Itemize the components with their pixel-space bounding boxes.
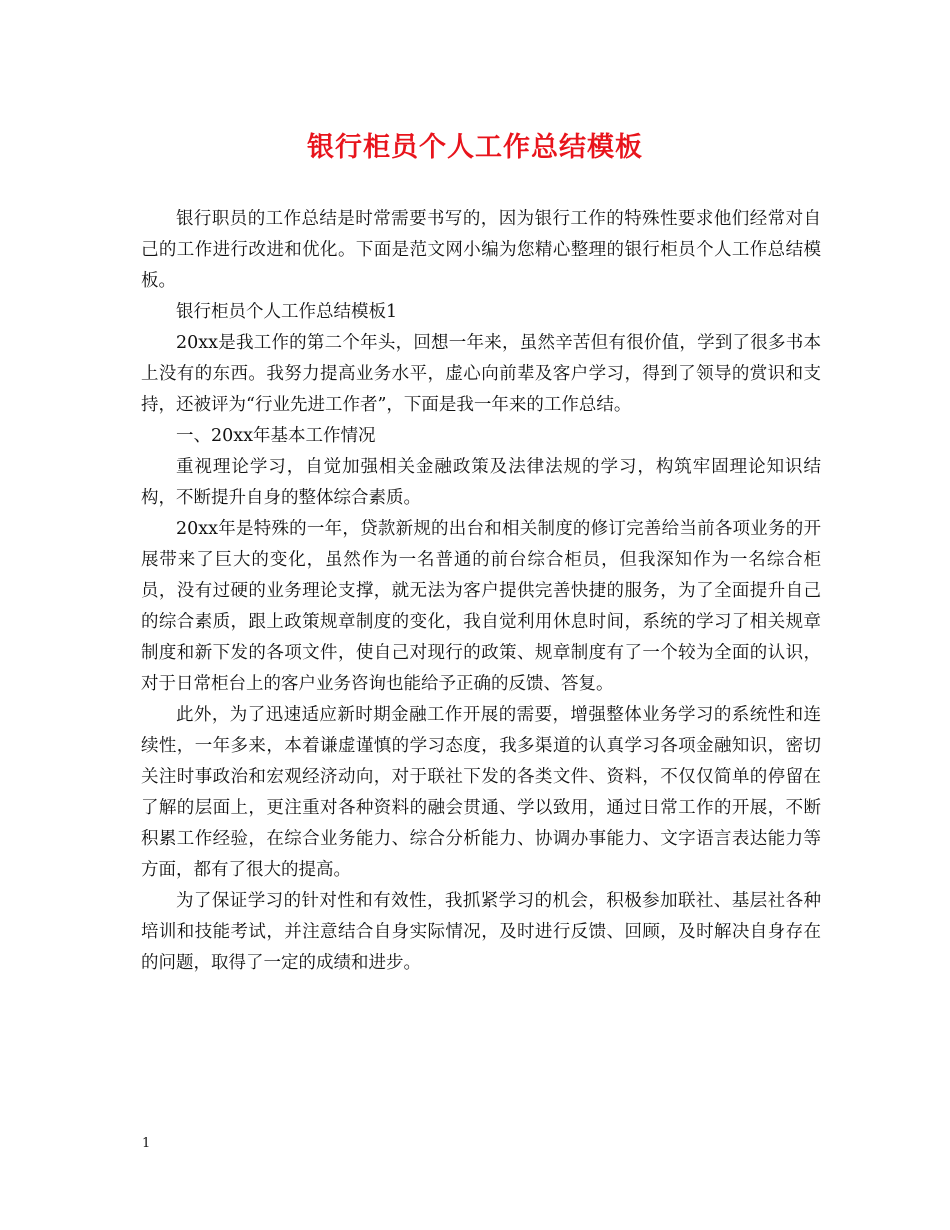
paragraph-continuous-learning: 此外，为了迅速适应新时期金融工作开展的需要，增强整体业务学习的系统性和连续性，一年多来，本着谦虚谨慎的学习态度，我多渠道的认真学习各项金融知识，密切关注时事政治和宏观经济动向，对于联社下发的各类文件、资料，不仅仅简单的停留在了解的层面上，更注重对各种资料的融会贯通、学以致用，通过日常工作的开展，不断积累工作经验，在综合业务能力、综合分析能力、协调办事能力、文字语言表达能力等方面，都有了很大的提高。 (141, 705, 821, 880)
paragraph-special-year: 20xx年是特殊的一年，贷款新规的出台和相关制度的修订完善给当前各项业务的开展带来了巨大的变化，虽然作为一名普通的前台综合柜员，但我深知作为一名综合柜员，没有过硬的业务理论支撑，就无法为客户提供完善快捷的服务，为了全面提升自己的综合素质，跟上政策规章制度的变化，我自觉利用休息时间，系统的学习了相关规章制度和新下发的各项文件，使自己对现行的政策、规章制度有了一个较为全面的认识，对于日常柜台上的客户业务咨询也能给予正确的反馈、答复。 (141, 519, 821, 694)
document-body (141, 204, 821, 979)
paragraph-theory-study: 重视理论学习，自觉加强相关金融政策及法律法规的学习，构筑牢固理论知识结构，不断提升自身的整体综合素质。 (141, 457, 821, 508)
page-number: 1 (142, 1136, 151, 1151)
paragraph-year-summary: 20xx是我工作的第二个年头，回想一年来，虽然辛苦但有很价值，学到了很多书本上没有的东西。我努力提高业务水平，虚心向前辈及客户学习，得到了领导的赏识和支持，还被评为“行业先进工作者”，下面是我一年来的工作总结。 (141, 333, 821, 415)
paragraph-training: 为了保证学习的针对性和有效性，我抓紧学习的机会，积极参加联社、基层社各种培训和技能考试，并注意结合自身实际情况，及时进行反馈、回顾，及时解决自身存在的问题，取得了一定的成绩和进步。 (141, 891, 821, 973)
section-heading-template-1: 银行柜员个人工作总结模板1 (176, 302, 398, 322)
document-title: 银行柜员个人工作总结模板 (307, 132, 643, 163)
paragraph-intro: 银行职员的工作总结是时常需要书写的，因为银行工作的特殊性要求他们经常对自己的工作进行改进和优化。下面是范文网小编为您精心整理的银行柜员个人工作总结模板。 (141, 209, 821, 291)
section-heading-basic-work: 一、20xx年基本工作情况 (176, 426, 376, 446)
